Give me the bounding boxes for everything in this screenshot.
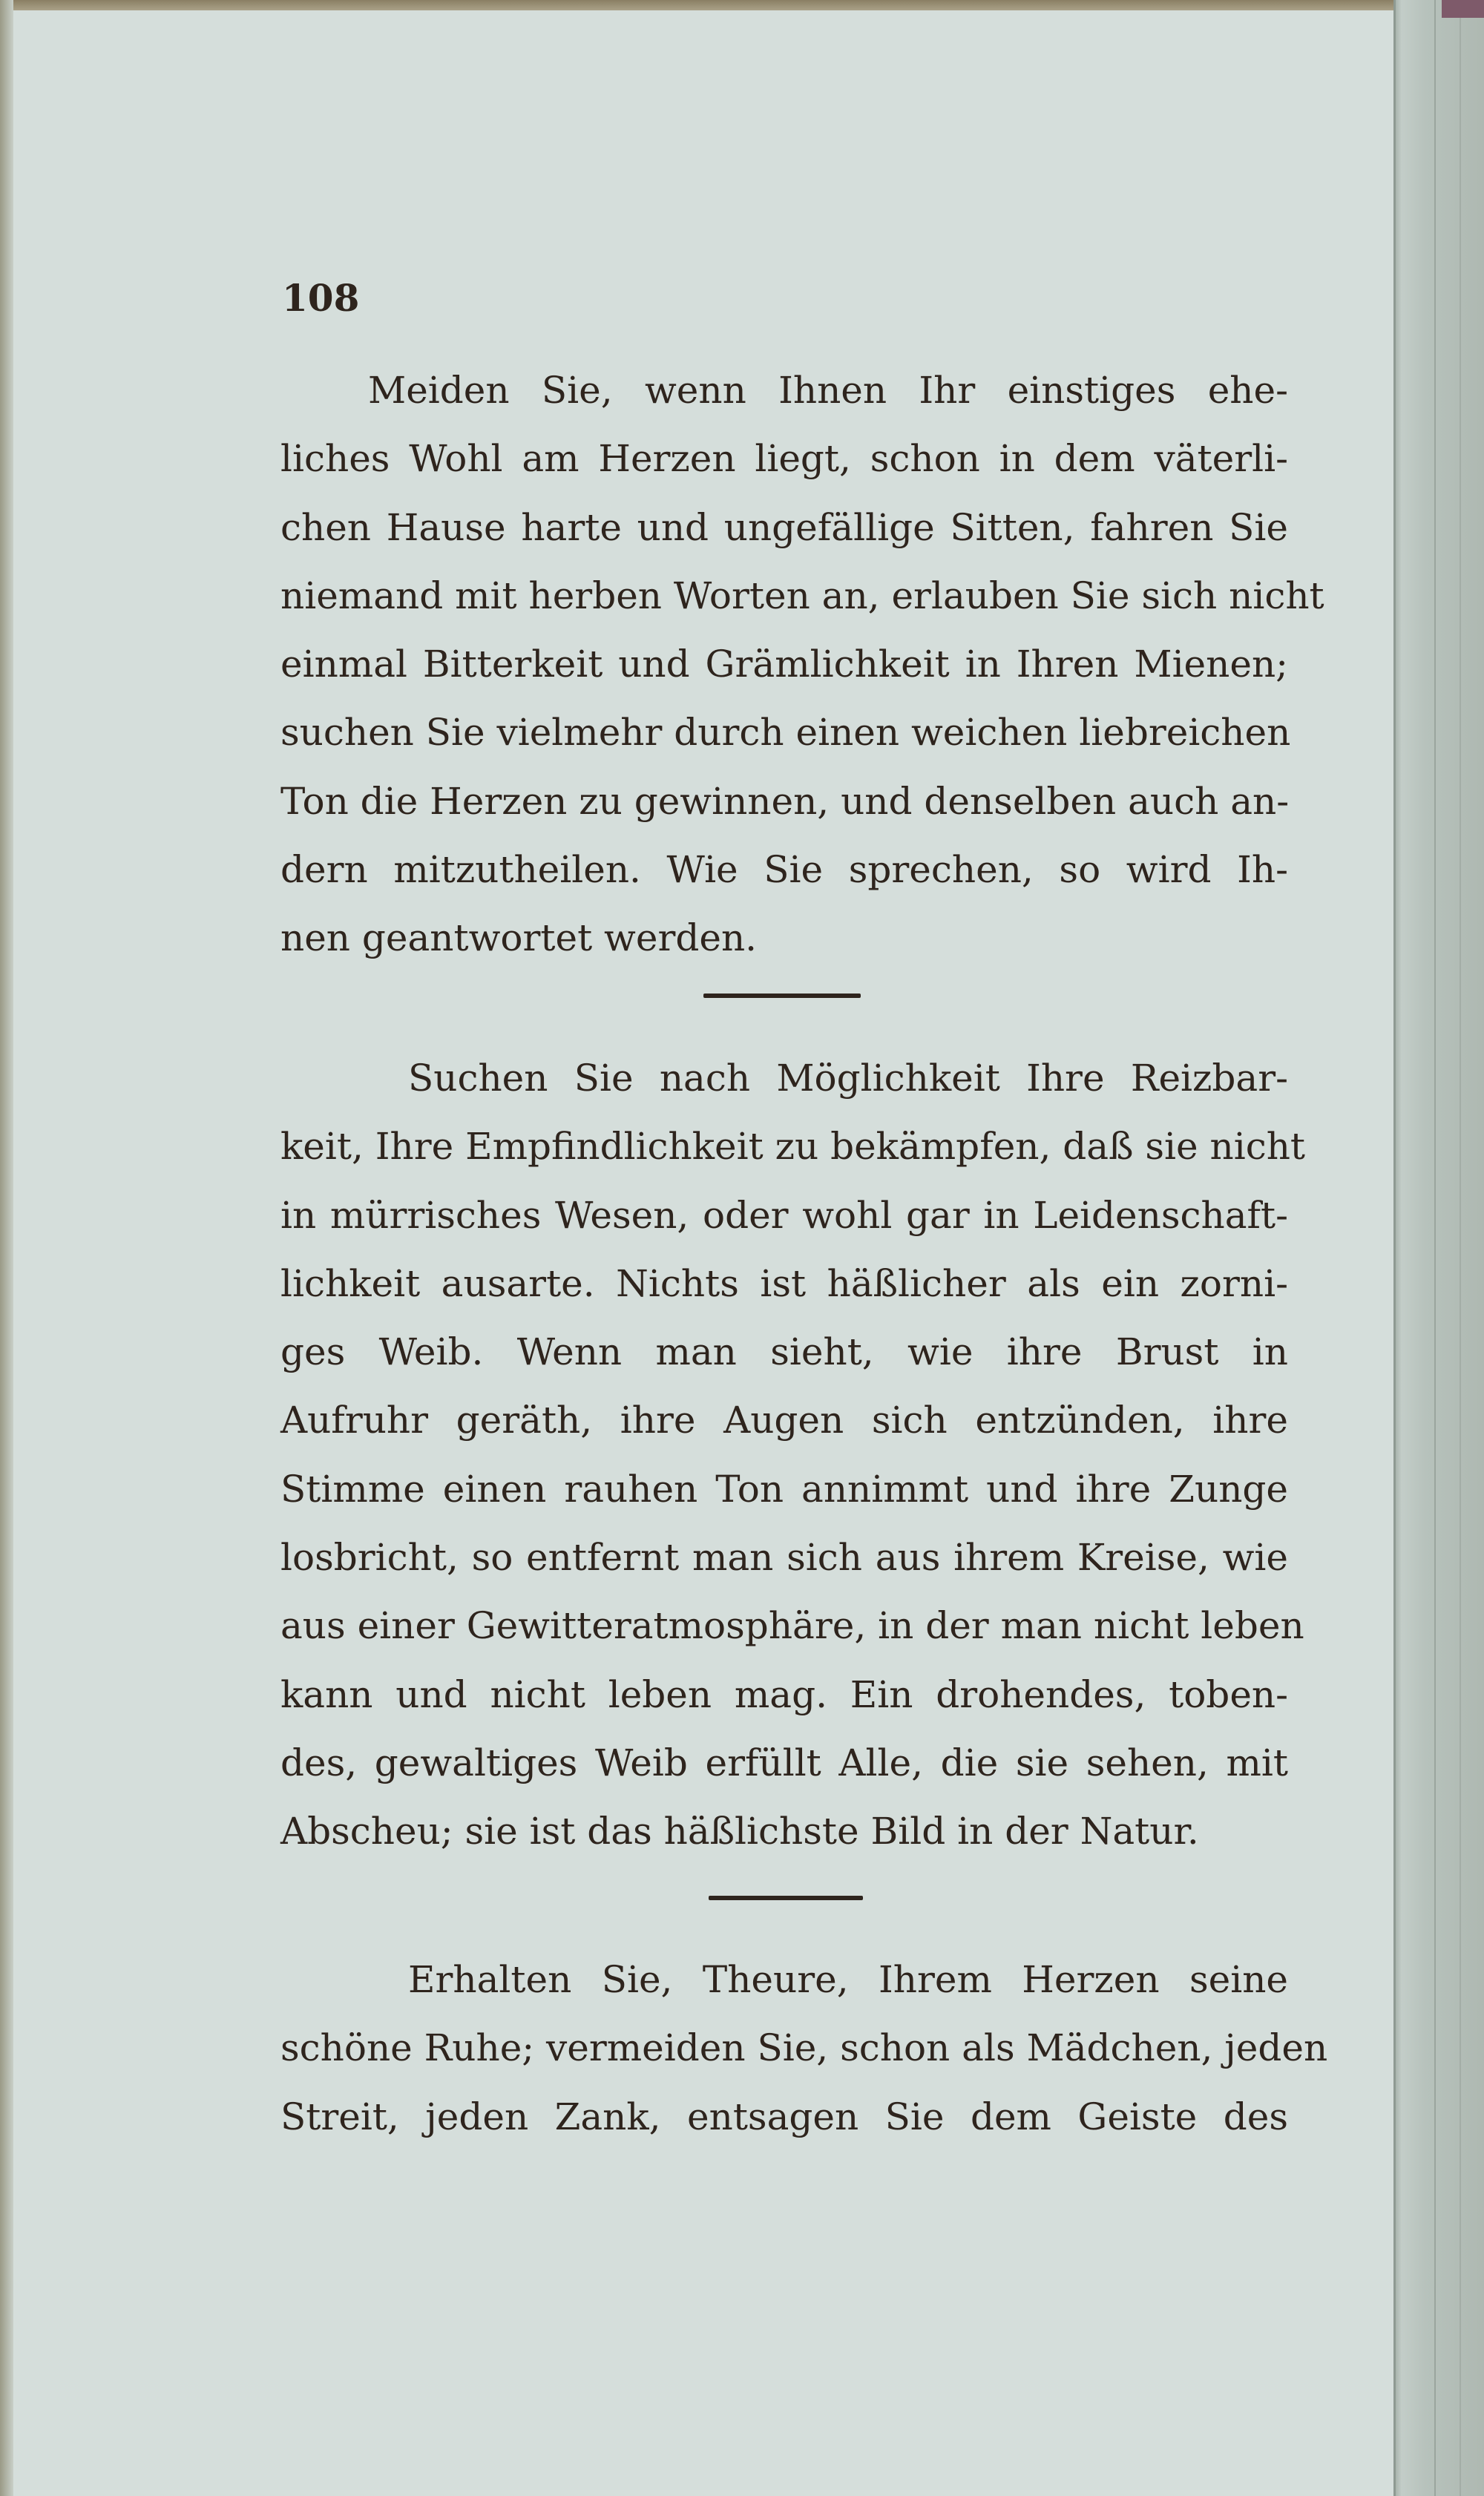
paragraph-1 xyxy=(280,356,1324,973)
text-line: keit, Ihre Empfindlichkeit zu bekämpfen, daß sie nicht xyxy=(280,1125,1306,1169)
text-line: chen Hause harte und ungefällige Sitten, fahren Sie xyxy=(280,505,1288,549)
text-line: Streit, jeden Zank, entsagen Sie dem Geiste des xyxy=(280,2095,1288,2138)
text-line: dern mitzutheilen. Wie Sie sprechen, so wird Ih- xyxy=(280,848,1288,892)
text-line: kann und nicht leben mag. Ein drohendes, toben- xyxy=(280,1672,1288,1716)
text-line: Abscheu; sie ist das häßlichste Bild in der Natur. xyxy=(280,1810,1199,1853)
text-line: Suchen Sie nach Möglichkeit Ihre Reizbar- xyxy=(408,1057,1288,1100)
paragraph-3 xyxy=(280,1945,1328,2151)
text-line: Stimme einen rauhen Ton annimmt und ihre Zunge xyxy=(280,1467,1288,1511)
text-line: einmal Bitterkeit und Grämlichkeit in Ihren Mienen; xyxy=(280,643,1288,686)
next-page-edge xyxy=(1393,0,1484,2496)
text-line: Aufruhr geräth, ihre Augen sich entzünden, ihre xyxy=(280,1399,1288,1442)
text-line: niemand mit herben Worten an, erlauben Sie sich nicht xyxy=(280,574,1324,617)
text-line: in mürrisches Wesen, oder wohl gar in Leidenschaft- xyxy=(280,1193,1288,1237)
text-line: ges Weib. Wenn man sieht, wie ihre Brust in xyxy=(280,1330,1288,1374)
text-line: nen geantwortet werden. xyxy=(280,916,758,960)
section-separator xyxy=(709,1896,863,1900)
text-line: schöne Ruhe; vermeiden Sie, schon als Mädchen, jeden xyxy=(280,2026,1328,2070)
binding-corner xyxy=(1442,0,1484,18)
text-line: Erhalten Sie, Theure, Ihrem Herzen seine xyxy=(408,1958,1288,2001)
text-line: suchen Sie vielmehr durch einen weichen liebreichen xyxy=(280,711,1291,755)
text-line: losbricht, so entfernt man sich aus ihrem Kreise, wie xyxy=(280,1536,1288,1580)
text-line: Ton die Herzen zu gewinnen, und denselben auch an- xyxy=(280,779,1290,823)
page-number: 108 xyxy=(282,276,360,320)
paragraph-2 xyxy=(280,1044,1306,1866)
text-line: Meiden Sie, wenn Ihnen Ihr einstiges ehe- xyxy=(368,369,1288,412)
text-line: aus einer Gewitteratmosphäre, in der man nicht leben xyxy=(280,1604,1304,1648)
book-gutter xyxy=(0,0,13,2496)
text-line: des, gewaltiges Weib erfüllt Alle, die sie sehen, mit xyxy=(280,1741,1288,1784)
text-line: liches Wohl am Herzen liegt, schon in dem väterli- xyxy=(280,437,1288,481)
section-separator xyxy=(703,994,861,998)
text-line: lichkeit ausarte. Nichts ist häßlicher als ein zorni- xyxy=(280,1261,1288,1305)
